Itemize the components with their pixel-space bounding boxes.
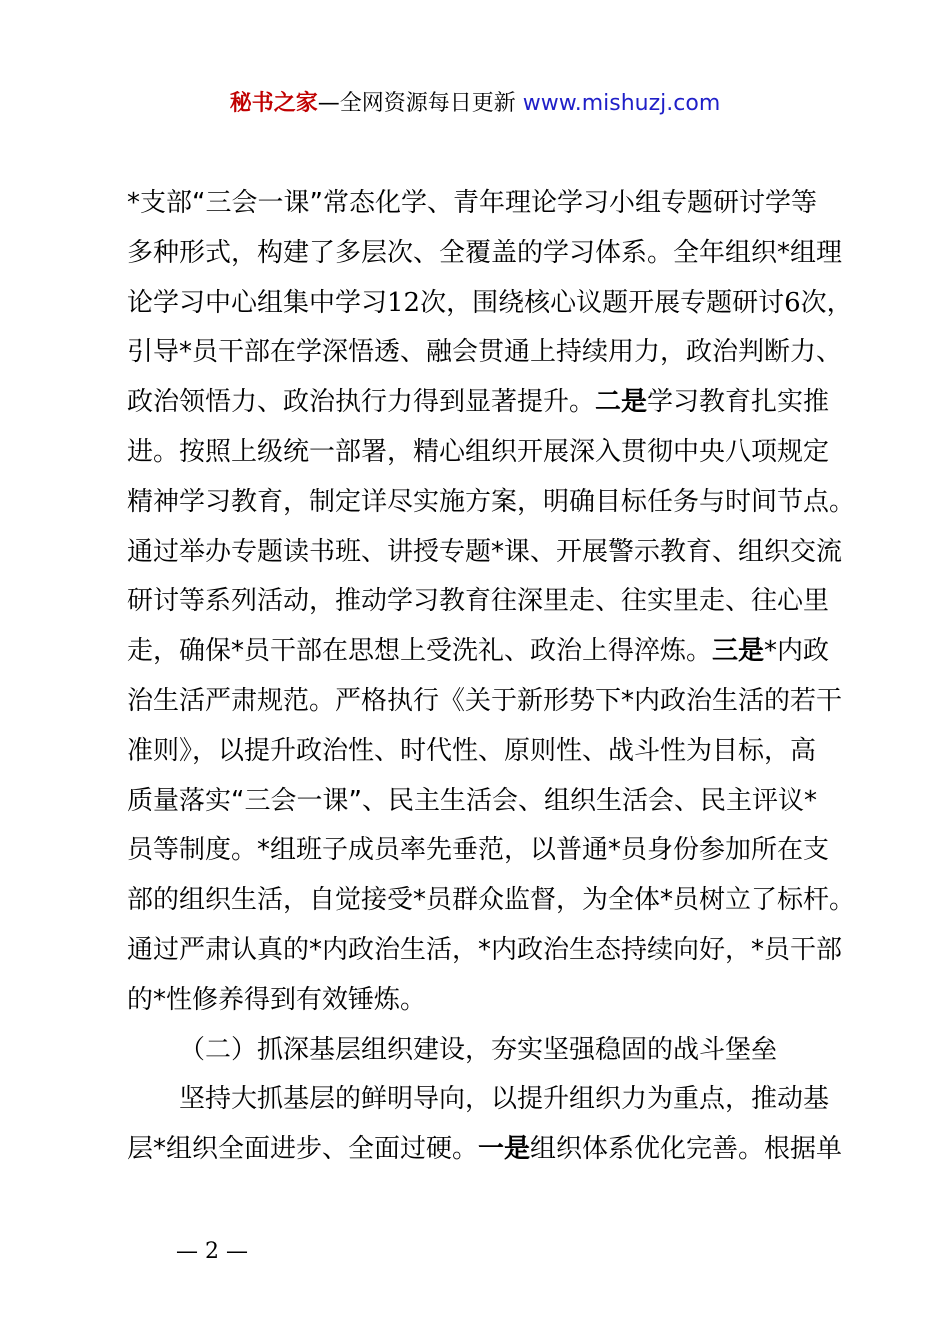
text-segment: 层*组织全面进步、全面过硬。 — [127, 1134, 479, 1165]
text-line — [127, 432, 847, 482]
text-line — [127, 830, 847, 880]
text-line — [127, 382, 847, 432]
text-line — [127, 532, 847, 582]
text-segment: 次， — [800, 287, 853, 318]
text-segment: 学习教育扎实推 — [647, 387, 830, 418]
text-line — [127, 781, 847, 831]
document-body — [127, 183, 856, 1179]
site-slogan: —全网资源每日更新 — [317, 91, 523, 116]
text-line — [127, 183, 847, 233]
text-segment: 研讨等系列活动，推动学习教育往深里走、往实里走、往心里 — [127, 586, 830, 617]
text-segment: 论学习中心组集中学习 — [127, 287, 388, 318]
text-line — [127, 283, 853, 333]
text-line — [127, 681, 847, 731]
text-line — [127, 1079, 847, 1129]
text-segment: *支部“三会一课”常态化学、青年理论学习小组专题研讨学等 — [127, 188, 817, 218]
text-line — [127, 482, 856, 532]
text-segment: 通过举办专题读书班、讲授专题*课、开展警示教育、组织交流 — [127, 536, 843, 567]
text-line — [127, 1030, 847, 1080]
text-segment: 进。按照上级统一部署，精心组织开展深入贯彻中央八项规定 — [127, 436, 830, 467]
site-brand: 秘书之家 — [229, 91, 318, 116]
text-segment: 通过严肃认真的*内政治生活，*内政治生态持续向好，*员干部 — [127, 934, 843, 965]
text-line — [127, 332, 847, 382]
bold-keyword: 一是 — [478, 1134, 531, 1165]
text-segment: 政治领悟力、政治执行力得到显著提升。 — [127, 387, 596, 418]
text-line — [127, 1129, 847, 1179]
text-segment: （二）抓深基层组织建设，夯实坚强稳固的战斗堡垒 — [179, 1034, 778, 1065]
text-segment: 质量落实“三会一课”、民主生活会、组织生活会、民主评议* — [127, 785, 817, 816]
text-segment: 次，围绕核心议题开展专题研讨 — [420, 287, 785, 318]
text-segment: 的*性修养得到有效锤炼。 — [127, 984, 427, 1015]
text-segment: 治生活严肃规范。严格执行《关于新形势下*内政治生活的若干 — [127, 685, 843, 716]
bold-keyword: 二是 — [595, 387, 648, 418]
text-segment: 走，确保*员干部在思想上受洗礼、政治上得淬炼。 — [127, 636, 713, 667]
text-segment: 引导*员干部在学深悟透、融会贯通上持续用力，政治判断力、 — [127, 337, 843, 368]
text-line — [127, 233, 847, 283]
text-segment: 准则》，以提升政治性、时代性、原则性、战斗性为目标，高 — [127, 735, 817, 766]
text-segment: 坚持大抓基层的鲜明导向，以提升组织力为重点，推动基 — [179, 1084, 830, 1115]
text-line — [127, 731, 847, 781]
text-segment: 6 — [784, 287, 801, 318]
text-segment: 精神学习教育，制定详尽实施方案，明确目标任务与时间节点。 — [127, 486, 856, 517]
text-segment: 员等制度。*组班子成员率先垂范，以普通*员身份参加所在支 — [127, 835, 830, 866]
text-segment: 组织体系优化完善。根据单 — [530, 1134, 843, 1165]
text-segment: 多种形式，构建了多层次、全覆盖的学习体系。全年组织*组理 — [127, 237, 843, 268]
text-line — [127, 980, 847, 1030]
site-header — [0, 86, 950, 122]
text-line — [127, 631, 847, 681]
text-segment: 12 — [387, 287, 421, 318]
page-number: — 2 — — [176, 1239, 248, 1264]
site-url[interactable]: www.mishuzj.com — [522, 91, 721, 116]
text-segment: 部的组织生活，自觉接受*员群众监督，为全体*员树立了标杆。 — [127, 885, 856, 916]
text-line — [127, 581, 847, 631]
text-line — [127, 930, 847, 980]
bold-keyword: 三是 — [712, 636, 765, 667]
text-segment: *内政 — [764, 636, 830, 667]
text-line — [127, 880, 856, 930]
